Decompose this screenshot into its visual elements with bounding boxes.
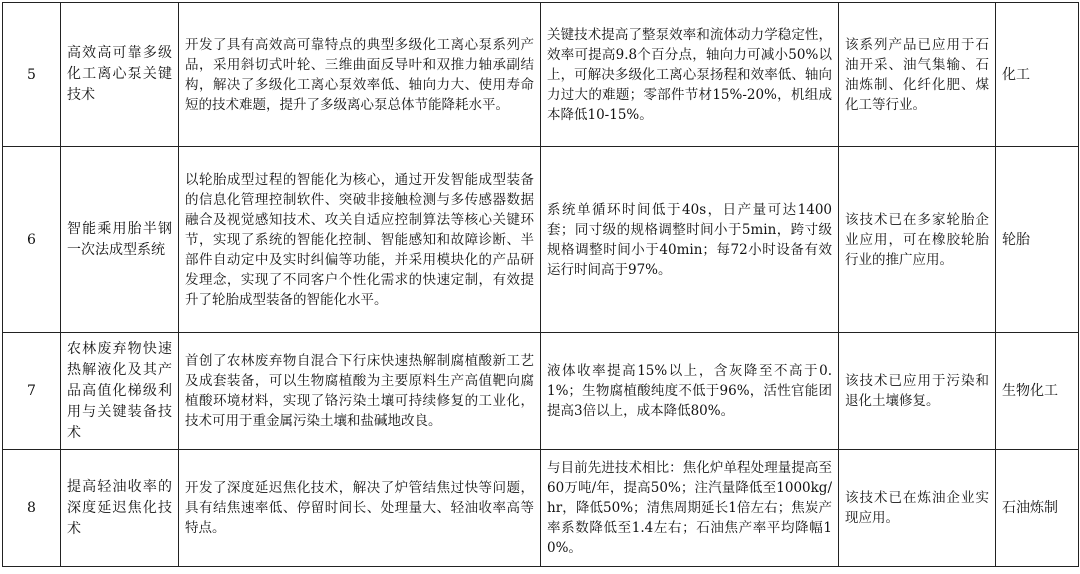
technology-metrics: 系统单循环时间低于40s，日产量可达1400套；同寸级的规格调整时间小于5min，跨寸级规格调整时间小于40min；每72小时设备有效运行时间高于97%。 — [541, 147, 839, 333]
application-status: 该技术已在炼油企业实现应用。 — [839, 450, 996, 567]
technology-name: 智能乘用胎半钢一次法成型系统 — [61, 147, 179, 333]
row-number: 8 — [3, 450, 61, 567]
technology-metrics: 与目前先进技术相比：焦化炉单程处理量提高至60万吨/年，提高50%；注汽量降低至1000kg/hr，降低50%；清焦周期延长1倍左右；焦炭产率系数降低至1.4左右；石油焦产率平均降幅10%。 — [541, 450, 839, 567]
table-row — [3, 333, 1079, 450]
technology-content: 开发了深度延迟焦化技术，解决了炉管结焦过快等问题，具有结焦速率低、停留时间长、处理量大、轻油收率高等特点。 — [179, 450, 541, 567]
table-row — [3, 3, 1079, 147]
industry: 化工 — [996, 3, 1079, 147]
technology-content: 开发了具有高效高可靠特点的典型多级化工离心泵系列产品，采用斜切式叶轮、三维曲面反导叶和双推力轴承副结构，解决了多级化工离心泵效率低、轴向力大、使用寿命短的技术难题，提升了多级离心泵总体节能降耗水平。 — [179, 3, 541, 147]
table-row — [3, 450, 1079, 567]
technology-content: 首创了农林废弃物自混合下行床快速热解制腐植酸新工艺及成套装备，可以生物腐植酸为主要原料生产高值靶向腐植酸环境材料，实现了铬污染土壤可持续修复的工业化，技术可用于重金属污染土壤和盐碱地改良。 — [179, 333, 541, 450]
table-row — [3, 147, 1079, 333]
application-status: 该技术已在多家轮胎企业应用，可在橡胶轮胎行业的推广应用。 — [839, 147, 996, 333]
technology-table — [2, 2, 1079, 567]
industry: 轮胎 — [996, 147, 1079, 333]
technology-name: 高效高可靠多级化工离心泵关键技术 — [61, 3, 179, 147]
row-number: 7 — [3, 333, 61, 450]
technology-metrics: 关键技术提高了整泵效率和流体动力学稳定性，效率可提高9.8个百分点，轴向力可减小50%以上，可解决多级化工离心泵扬程和效率低、轴向力过大的难题；零部件节材15%-20%，机组成本降低10-15%。 — [541, 3, 839, 147]
technology-name: 提高轻油收率的深度延迟焦化技术 — [61, 450, 179, 567]
technology-name: 农林废弃物快速热解液化及其产品高值化梯级利用与关键装备技术 — [61, 333, 179, 450]
application-status: 该系列产品已应用于石油开采、油气集输、石油炼制、化纤化肥、煤化工等行业。 — [839, 3, 996, 147]
application-status: 该技术已应用于污染和退化土壤修复。 — [839, 333, 996, 450]
row-number: 6 — [3, 147, 61, 333]
row-number: 5 — [3, 3, 61, 147]
technology-content: 以轮胎成型过程的智能化为核心，通过开发智能成型装备的信息化管理控制软件、突破非接触检测与多传感器数据融合及视觉感知技术、攻关自适应控制算法等核心关键环节，实现了系统的智能化控制、智能感知和故障诊断、半部件自动定中及实时纠偏等功能，并采用模块化的产品研发理念，实现了不同客户个性化需求的快速定制，有效提升了轮胎成型装备的智能化水平。 — [179, 147, 541, 333]
industry: 生物化工 — [996, 333, 1079, 450]
industry: 石油炼制 — [996, 450, 1079, 567]
technology-metrics: 液体收率提高15%以上，含灰降至不高于0.1%；生物腐植酸纯度不低于96%，活性官能团提高3倍以上，成本降低80%。 — [541, 333, 839, 450]
